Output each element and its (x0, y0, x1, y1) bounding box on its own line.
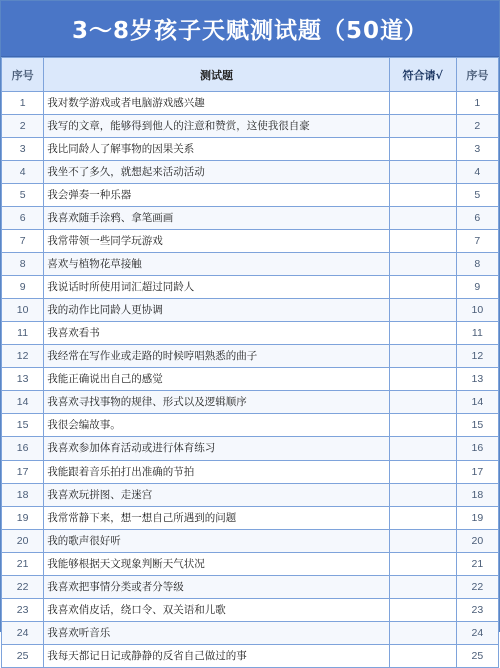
row-number-right: 15 (456, 414, 498, 437)
table-row (2, 483, 499, 506)
row-number: 23 (2, 598, 44, 621)
row-number-right: 13 (456, 368, 498, 391)
row-number: 25 (2, 644, 44, 667)
table-row (2, 621, 499, 644)
row-number: 16 (2, 437, 44, 460)
row-number-right: 3 (456, 138, 498, 161)
row-number-right: 11 (456, 322, 498, 345)
row-number-right: 2 (456, 115, 498, 138)
match-checkbox-cell[interactable] (389, 184, 456, 207)
question-text: 我经常在写作业或走路的时候哼唱熟悉的曲子 (44, 345, 389, 368)
match-checkbox-cell[interactable] (389, 552, 456, 575)
table-row (2, 506, 499, 529)
row-number-right: 17 (456, 460, 498, 483)
page-title: 3～8岁孩子天赋测试题（50道） (1, 1, 499, 57)
question-text: 我坐不了多久，就想起来活动活动 (44, 161, 389, 184)
row-number: 11 (2, 322, 44, 345)
table-row (2, 161, 499, 184)
column-header-match: 符合请√ (389, 58, 456, 92)
row-number-right: 5 (456, 184, 498, 207)
match-checkbox-cell[interactable] (389, 207, 456, 230)
question-text: 我常带领一些同学玩游戏 (44, 230, 389, 253)
table-row (2, 437, 499, 460)
match-checkbox-cell[interactable] (389, 483, 456, 506)
table-body (2, 92, 499, 668)
row-number: 14 (2, 391, 44, 414)
row-number-right: 12 (456, 345, 498, 368)
match-checkbox-cell[interactable] (389, 529, 456, 552)
row-number-right: 25 (456, 644, 498, 667)
question-text: 我喜欢看书 (44, 322, 389, 345)
match-checkbox-cell[interactable] (389, 391, 456, 414)
row-number: 1 (2, 92, 44, 115)
row-number-right: 18 (456, 483, 498, 506)
row-number-right: 6 (456, 207, 498, 230)
row-number-right: 19 (456, 506, 498, 529)
question-text: 我会弹奏一种乐器 (44, 184, 389, 207)
row-number: 12 (2, 345, 44, 368)
row-number-right: 20 (456, 529, 498, 552)
question-text: 我对数学游戏或者电脑游戏感兴趣 (44, 92, 389, 115)
question-text: 我喜欢俏皮话，绕口令、双关语和儿歌 (44, 598, 389, 621)
match-checkbox-cell[interactable] (389, 138, 456, 161)
table-row (2, 460, 499, 483)
match-checkbox-cell[interactable] (389, 506, 456, 529)
question-table (1, 57, 499, 668)
table-row (2, 207, 499, 230)
column-header-number: 序号 (2, 58, 44, 92)
table-row (2, 529, 499, 552)
row-number: 15 (2, 414, 44, 437)
row-number: 5 (2, 184, 44, 207)
table-row (2, 253, 499, 276)
match-checkbox-cell[interactable] (389, 299, 456, 322)
row-number-right: 10 (456, 299, 498, 322)
row-number: 19 (2, 506, 44, 529)
row-number-right: 1 (456, 92, 498, 115)
question-text: 我喜欢把事情分类或者分等级 (44, 575, 389, 598)
match-checkbox-cell[interactable] (389, 345, 456, 368)
question-text: 喜欢与植物花草接触 (44, 253, 389, 276)
table-row (2, 115, 499, 138)
column-header-question: 测试题 (44, 58, 389, 92)
match-checkbox-cell[interactable] (389, 621, 456, 644)
question-text: 我喜欢听音乐 (44, 621, 389, 644)
row-number-right: 9 (456, 276, 498, 299)
question-text: 我比同龄人了解事物的因果关系 (44, 138, 389, 161)
match-checkbox-cell[interactable] (389, 230, 456, 253)
table-row (2, 598, 499, 621)
question-text: 我很会编故事。 (44, 414, 389, 437)
row-number: 3 (2, 138, 44, 161)
question-text: 我喜欢参加体育活动或进行体育练习 (44, 437, 389, 460)
row-number-right: 4 (456, 161, 498, 184)
row-number: 4 (2, 161, 44, 184)
match-checkbox-cell[interactable] (389, 644, 456, 667)
table-header (2, 58, 499, 92)
table-row (2, 92, 499, 115)
match-checkbox-cell[interactable] (389, 115, 456, 138)
match-checkbox-cell[interactable] (389, 598, 456, 621)
row-number-right: 14 (456, 391, 498, 414)
match-checkbox-cell[interactable] (389, 253, 456, 276)
row-number: 6 (2, 207, 44, 230)
row-number: 20 (2, 529, 44, 552)
row-number: 17 (2, 460, 44, 483)
table-row (2, 644, 499, 667)
table-header-row (2, 58, 499, 92)
question-text: 我的歌声很好听 (44, 529, 389, 552)
row-number: 18 (2, 483, 44, 506)
question-text: 我的动作比同龄人更协调 (44, 299, 389, 322)
match-checkbox-cell[interactable] (389, 161, 456, 184)
question-text: 我喜欢玩拼图、走迷宫 (44, 483, 389, 506)
row-number: 10 (2, 299, 44, 322)
question-text: 我说话时所使用词汇超过同龄人 (44, 276, 389, 299)
table-row (2, 322, 499, 345)
question-text: 我写的文章，能够得到他人的注意和赞赏，这使我很自豪 (44, 115, 389, 138)
row-number-right: 7 (456, 230, 498, 253)
match-checkbox-cell[interactable] (389, 437, 456, 460)
question-text: 我每天都记日记或静静的反省自己做过的事 (44, 644, 389, 667)
table-row (2, 230, 499, 253)
match-checkbox-cell[interactable] (389, 368, 456, 391)
row-number-right: 21 (456, 552, 498, 575)
table-row (2, 414, 499, 437)
table-row (2, 575, 499, 598)
row-number-right: 16 (456, 437, 498, 460)
question-text: 我能跟着音乐拍打出准确的节拍 (44, 460, 389, 483)
row-number: 8 (2, 253, 44, 276)
question-text: 我喜欢寻找事物的规律、形式以及逻辑顺序 (44, 391, 389, 414)
table-row (2, 552, 499, 575)
table-row (2, 299, 499, 322)
table-row (2, 184, 499, 207)
match-checkbox-cell[interactable] (389, 575, 456, 598)
row-number: 24 (2, 621, 44, 644)
column-header-number-right: 序号 (456, 58, 498, 92)
row-number: 9 (2, 276, 44, 299)
match-checkbox-cell[interactable] (389, 276, 456, 299)
row-number: 2 (2, 115, 44, 138)
match-checkbox-cell[interactable] (389, 92, 456, 115)
question-text: 我能够根据天文现象判断天气状况 (44, 552, 389, 575)
match-checkbox-cell[interactable] (389, 460, 456, 483)
row-number-right: 8 (456, 253, 498, 276)
row-number-right: 22 (456, 575, 498, 598)
match-checkbox-cell[interactable] (389, 414, 456, 437)
table-row (2, 276, 499, 299)
table-row (2, 138, 499, 161)
row-number-right: 24 (456, 621, 498, 644)
question-text: 我喜欢随手涂鸦、拿笔画画 (44, 207, 389, 230)
table-row (2, 345, 499, 368)
table-row (2, 391, 499, 414)
match-checkbox-cell[interactable] (389, 322, 456, 345)
table-row (2, 368, 499, 391)
question-text: 我常常静下来，想一想自己所遇到的问题 (44, 506, 389, 529)
row-number: 7 (2, 230, 44, 253)
row-number: 22 (2, 575, 44, 598)
row-number: 13 (2, 368, 44, 391)
row-number-right: 23 (456, 598, 498, 621)
row-number: 21 (2, 552, 44, 575)
question-text: 我能正确说出自己的感觉 (44, 368, 389, 391)
